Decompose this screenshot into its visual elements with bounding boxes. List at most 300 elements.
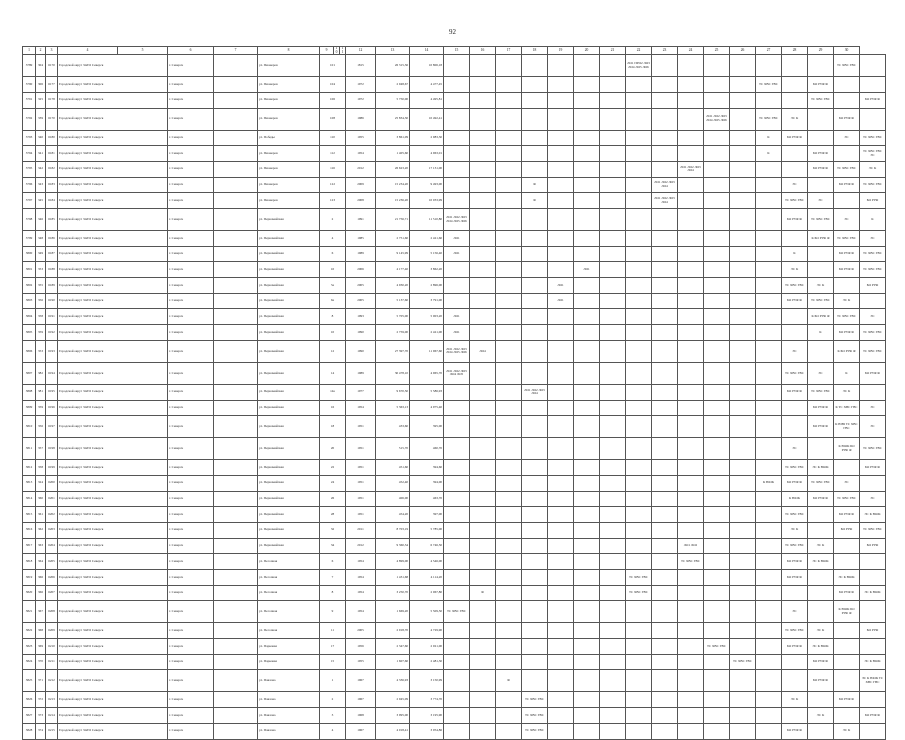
year-cell: 2005 (346, 623, 376, 639)
works-cell (600, 570, 626, 586)
house-cell: 116 (320, 161, 346, 177)
works-cell (756, 670, 782, 692)
works-cell (730, 460, 756, 476)
row-number: 3825 (23, 670, 36, 692)
works-cell: ТС ХВС ГВС (522, 708, 548, 724)
year-cell: 1954 (346, 146, 376, 162)
street-cell: ул. Пионеров (258, 108, 320, 130)
house-cell: 20 (320, 438, 346, 460)
year-cell: 1986 (346, 108, 376, 130)
works-cell (522, 92, 548, 108)
works-cell (522, 262, 548, 278)
works-cell: К ЮЮ ТС ХВС ГВС (834, 416, 860, 438)
works-cell (730, 475, 756, 491)
id-cell: 341 (36, 146, 46, 162)
id-cell: 353 (36, 340, 46, 362)
works-cell: ТС ХВС ГВС (860, 438, 886, 460)
works-cell: ЭС К (808, 708, 834, 724)
table-row (23, 92, 886, 108)
works-cell (496, 92, 522, 108)
area-cell: 1 405,60 (376, 146, 410, 162)
row-number: 3796 (23, 177, 36, 193)
works-cell (730, 384, 756, 400)
works-cell (574, 708, 600, 724)
city-cell: г. Северск (168, 554, 214, 570)
street-cell: ул. Первомайская (258, 246, 320, 262)
works-cell (574, 670, 600, 692)
works-cell (782, 325, 808, 341)
works-cell: ЛО1 ЛО2 ЛО3 ЛО4 (652, 193, 678, 209)
works-cell (470, 723, 496, 739)
works-cell (600, 384, 626, 400)
organization-cell: Городской округ ЗАТО Северск (58, 55, 168, 77)
works-cell: К (860, 209, 886, 231)
id-cell: 345 (36, 193, 46, 209)
works-cell (704, 262, 730, 278)
works-cell (704, 246, 730, 262)
works-cell: К ЮОК БО РУФ Ф (834, 438, 860, 460)
works-cell (574, 692, 600, 708)
table-row (23, 601, 886, 623)
works-cell (808, 262, 834, 278)
works-cell: БО РУФ Ф (782, 639, 808, 655)
works-cell (678, 507, 704, 523)
living-area-cell: 3 054,86 (410, 723, 444, 739)
area-cell: 2 948,67 (376, 77, 410, 93)
empty-cell (214, 309, 258, 325)
works-cell (860, 108, 886, 130)
works-cell (496, 692, 522, 708)
works-cell (678, 416, 704, 438)
row-number: 3800 (23, 246, 36, 262)
table-row (23, 708, 886, 724)
empty-cell (214, 146, 258, 162)
street-cell: ул. Павлова (258, 723, 320, 739)
id-cell: 360 (36, 491, 46, 507)
id-cell: 358 (36, 309, 46, 325)
works-cell (470, 209, 496, 231)
id-cell: 359 (36, 325, 46, 341)
works-cell (548, 723, 574, 739)
works-cell (834, 654, 860, 670)
works-cell (626, 146, 652, 162)
row-number: 3804 (23, 309, 36, 325)
living-area-cell: 460,70 (410, 438, 444, 460)
works-cell (600, 55, 626, 77)
works-cell: К (756, 130, 782, 146)
city-cell: г. Северск (168, 585, 214, 601)
works-cell (496, 262, 522, 278)
works-cell (626, 438, 652, 460)
code-cell: 6201 (46, 491, 58, 507)
code-cell: 6194 (46, 362, 58, 384)
column-number: 24 (678, 47, 704, 55)
works-cell (496, 570, 522, 586)
table-row (23, 231, 886, 247)
area-cell: 2 759,00 (376, 325, 410, 341)
works-cell (808, 246, 834, 262)
works-cell: БО РУФ Ф (808, 146, 834, 162)
area-cell: 5 363,13 (376, 400, 410, 416)
house-cell: 3 (320, 708, 346, 724)
organization-cell: Городской округ ЗАТО Северск (58, 670, 168, 692)
works-cell (470, 231, 496, 247)
code-cell: 6195 (46, 384, 58, 400)
column-number: 17 (496, 47, 522, 55)
works-cell: ЭС К (860, 161, 886, 177)
id-cell: 381 (36, 384, 46, 400)
year-cell: 1990 (346, 325, 376, 341)
works-cell: ЛО1 (444, 325, 470, 341)
living-area-cell: 4 729,90 (410, 623, 444, 639)
works-cell (548, 538, 574, 554)
works-cell: К (756, 146, 782, 162)
works-cell (496, 623, 522, 639)
works-cell (470, 246, 496, 262)
works-cell (834, 554, 860, 570)
works-cell (574, 146, 600, 162)
works-cell: ЭС (834, 475, 860, 491)
area-cell: 1 431,68 (376, 570, 410, 586)
works-cell (756, 522, 782, 538)
works-cell (756, 209, 782, 231)
works-cell: БО РУФ Ф (860, 460, 886, 476)
year-cell: 2011 (346, 522, 376, 538)
empty-cell (214, 262, 258, 278)
works-cell: ЛО1 ЛО2 ЛО3 ЛО4 ЛО5 (444, 362, 470, 384)
works-cell (626, 108, 652, 130)
works-cell (496, 77, 522, 93)
works-cell: БО РУФ Ф (834, 246, 860, 262)
works-cell: К БО РУФ Ф (808, 309, 834, 325)
works-cell (808, 522, 834, 538)
city-cell: г. Северск (168, 77, 214, 93)
works-cell (756, 278, 782, 294)
works-cell: БО РУФ Ф (808, 77, 834, 93)
area-cell: 3 861,09 (376, 130, 410, 146)
works-cell: ЛО1 (548, 278, 574, 294)
works-cell (574, 538, 600, 554)
works-cell (834, 146, 860, 162)
works-cell (444, 55, 470, 77)
code-cell: 6180 (46, 130, 58, 146)
works-cell (574, 723, 600, 739)
year-cell: 1967 (346, 723, 376, 739)
year-cell: 1951 (346, 475, 376, 491)
city-cell: г. Северск (168, 538, 214, 554)
empty-cell (214, 340, 258, 362)
living-area-cell: 11 967,60 (410, 340, 444, 362)
organization-cell: Городской округ ЗАТО Северск (58, 585, 168, 601)
works-cell (704, 507, 730, 523)
city-cell: г. Северск (168, 161, 214, 177)
works-cell (626, 209, 652, 231)
living-area-cell: 5 003,20 (410, 309, 444, 325)
works-cell (444, 293, 470, 309)
works-cell: ЛО1 ЛО2 ЛО3 ЛО4 ЛО5 ЛО6 (704, 108, 730, 130)
living-area-cell: 5 785,00 (410, 522, 444, 538)
works-cell (808, 55, 834, 77)
year-cell: 1956 (346, 639, 376, 655)
works-cell (678, 108, 704, 130)
works-cell: К БО РУФ Ф (834, 340, 860, 362)
table-row (23, 554, 886, 570)
city-cell: г. Северск (168, 475, 214, 491)
works-cell: ТС ХВС ГВС (704, 639, 730, 655)
city-cell: г. Северск (168, 209, 214, 231)
empty-cell (214, 491, 258, 507)
year-cell: 1951 (346, 507, 376, 523)
column-number: 23 (652, 47, 678, 55)
empty-cell (214, 193, 258, 209)
works-cell (730, 670, 756, 692)
works-cell (860, 570, 886, 586)
works-cell (444, 491, 470, 507)
works-cell: ЛО4 (470, 340, 496, 362)
year-cell: 1815 (346, 55, 376, 77)
street-cell: ул. Песочная (258, 601, 320, 623)
works-cell (574, 384, 600, 400)
works-cell: Ф (496, 670, 522, 692)
works-cell (834, 708, 860, 724)
living-area-cell: 4 963,01 (410, 146, 444, 162)
street-cell: ул. Песочная (258, 623, 320, 639)
works-cell (496, 400, 522, 416)
table-row (23, 340, 886, 362)
works-cell (600, 554, 626, 570)
year-cell: 1954 (346, 554, 376, 570)
organization-cell: Городской округ ЗАТО Северск (58, 209, 168, 231)
city-cell: г. Северск (168, 246, 214, 262)
living-area-cell: 3 862,20 (410, 262, 444, 278)
works-cell (730, 262, 756, 278)
works-cell (600, 246, 626, 262)
works-cell (730, 177, 756, 193)
works-cell: ТС ХВС ГВС (522, 723, 548, 739)
works-cell (470, 639, 496, 655)
street-cell: ул. Первомайская (258, 340, 320, 362)
empty-cell (214, 585, 258, 601)
works-cell: БО РУФ Ф (834, 585, 860, 601)
works-cell (522, 400, 548, 416)
works-cell (782, 416, 808, 438)
id-cell: 306 (36, 77, 46, 93)
works-cell: БО РУФ Ф (782, 570, 808, 586)
living-area-cell: 9 493,00 (410, 177, 444, 193)
works-cell (522, 130, 548, 146)
column-number: 4 (58, 47, 118, 55)
works-cell (678, 293, 704, 309)
row-number: 3815 (23, 507, 36, 523)
works-cell: БО РУФ Ф (782, 209, 808, 231)
works-cell (444, 460, 470, 476)
house-cell: 2 (320, 692, 346, 708)
works-cell (496, 507, 522, 523)
empty-cell (214, 161, 258, 177)
id-cell: 304 (36, 55, 46, 77)
works-cell (574, 209, 600, 231)
works-cell (600, 177, 626, 193)
works-cell (522, 362, 548, 384)
works-cell (496, 130, 522, 146)
works-cell (730, 209, 756, 231)
works-cell (522, 146, 548, 162)
works-cell (730, 246, 756, 262)
works-cell (730, 108, 756, 130)
works-cell (652, 585, 678, 601)
organization-cell: Городской округ ЗАТО Северск (58, 708, 168, 724)
works-cell: ЛО1 ЛО2 ЛО3 ЛО4 ЛО5 ЛО6 (444, 340, 470, 362)
works-cell (626, 130, 652, 146)
works-cell (626, 384, 652, 400)
area-cell: 433,60 (376, 416, 410, 438)
works-cell (574, 400, 600, 416)
works-cell (548, 585, 574, 601)
works-cell (652, 108, 678, 130)
row-number: 3795 (23, 161, 36, 177)
works-cell (496, 231, 522, 247)
code-cell: 6197 (46, 416, 58, 438)
works-cell: ЭС К ЮОК (860, 654, 886, 670)
works-cell (470, 601, 496, 623)
row-number: 3789 (23, 55, 36, 77)
city-cell: г. Северск (168, 507, 214, 523)
works-cell: ТС ХВС ГВС (782, 278, 808, 294)
works-cell (860, 384, 886, 400)
works-cell (860, 55, 886, 77)
code-cell: 6187 (46, 246, 58, 262)
works-cell (730, 92, 756, 108)
works-cell (782, 708, 808, 724)
works-cell: ЭС К ЮОК (808, 554, 834, 570)
works-cell (574, 522, 600, 538)
works-cell (496, 246, 522, 262)
code-cell: 6205 (46, 554, 58, 570)
id-cell: 373 (36, 708, 46, 724)
works-cell: ЭС (860, 416, 886, 438)
street-cell: ул. Первомайская (258, 460, 320, 476)
street-cell: ул. Первомайская (258, 262, 320, 278)
id-cell: 366 (36, 570, 46, 586)
house-cell: 108 (320, 108, 346, 130)
works-cell (626, 522, 652, 538)
works-cell: БО РУФ (860, 193, 886, 209)
works-cell: БО РУФ (834, 522, 860, 538)
works-cell (444, 177, 470, 193)
works-cell (496, 384, 522, 400)
works-cell (444, 77, 470, 93)
works-cell: К БО РУФ Ф (808, 231, 834, 247)
works-cell (652, 538, 678, 554)
works-cell (756, 92, 782, 108)
living-area-cell: 4 477,45 (410, 77, 444, 93)
living-area-cell: 6 746,50 (410, 538, 444, 554)
works-cell (496, 639, 522, 655)
year-cell: 1968 (346, 708, 376, 724)
organization-cell: Городской округ ЗАТО Северск (58, 77, 168, 93)
table-row (23, 400, 886, 416)
works-cell (808, 601, 834, 623)
year-cell: 1977 (346, 384, 376, 400)
street-cell: ул. Первомайская (258, 416, 320, 438)
empty-cell (214, 246, 258, 262)
works-cell (730, 723, 756, 739)
works-cell (756, 708, 782, 724)
works-cell (652, 570, 678, 586)
row-number: 3807 (23, 362, 36, 384)
works-cell (522, 491, 548, 507)
table-row (23, 278, 886, 294)
works-cell (704, 416, 730, 438)
works-cell (678, 654, 704, 670)
works-cell (470, 161, 496, 177)
table-row (23, 77, 886, 93)
empty-cell (214, 55, 258, 77)
organization-cell: Городской округ ЗАТО Северск (58, 231, 168, 247)
empty-cell (214, 570, 258, 586)
works-cell (730, 491, 756, 507)
works-cell (704, 92, 730, 108)
works-cell (704, 193, 730, 209)
works-cell (600, 309, 626, 325)
works-cell (678, 246, 704, 262)
works-cell: ЛО1 (444, 246, 470, 262)
works-cell (548, 246, 574, 262)
works-cell (756, 193, 782, 209)
works-cell: ЭС К (834, 723, 860, 739)
street-cell: ул. Первомайская (258, 309, 320, 325)
area-cell: 3 250,70 (376, 585, 410, 601)
works-cell (574, 55, 600, 77)
works-cell (652, 623, 678, 639)
works-cell (678, 601, 704, 623)
works-cell: ЭС К ЮОК (808, 460, 834, 476)
works-cell (652, 130, 678, 146)
empty-cell (214, 400, 258, 416)
works-cell (704, 400, 730, 416)
works-cell (730, 522, 756, 538)
works-cell: ТС ХВС ГВС (860, 340, 886, 362)
works-cell (756, 416, 782, 438)
works-cell (444, 570, 470, 586)
works-cell: ЭС К ЮОК (808, 639, 834, 655)
city-cell: г. Северск (168, 262, 214, 278)
works-cell (548, 670, 574, 692)
organization-cell: Городской округ ЗАТО Северск (58, 507, 168, 523)
works-cell (730, 692, 756, 708)
row-number: 3790 (23, 77, 36, 93)
works-cell (470, 475, 496, 491)
works-cell: БО РУФ Ф (834, 325, 860, 341)
works-cell (574, 491, 600, 507)
area-cell: 452,40 (376, 475, 410, 491)
works-cell (470, 416, 496, 438)
row-number: 3799 (23, 231, 36, 247)
works-cell (626, 340, 652, 362)
works-cell (756, 262, 782, 278)
works-cell (678, 77, 704, 93)
works-cell (652, 161, 678, 177)
table-row (23, 108, 886, 130)
id-cell: 358 (36, 460, 46, 476)
works-cell (522, 246, 548, 262)
code-cell: 6214 (46, 708, 58, 724)
works-cell (678, 491, 704, 507)
works-cell (626, 554, 652, 570)
works-cell (652, 670, 678, 692)
column-number: 2 (36, 47, 46, 55)
works-cell (470, 77, 496, 93)
